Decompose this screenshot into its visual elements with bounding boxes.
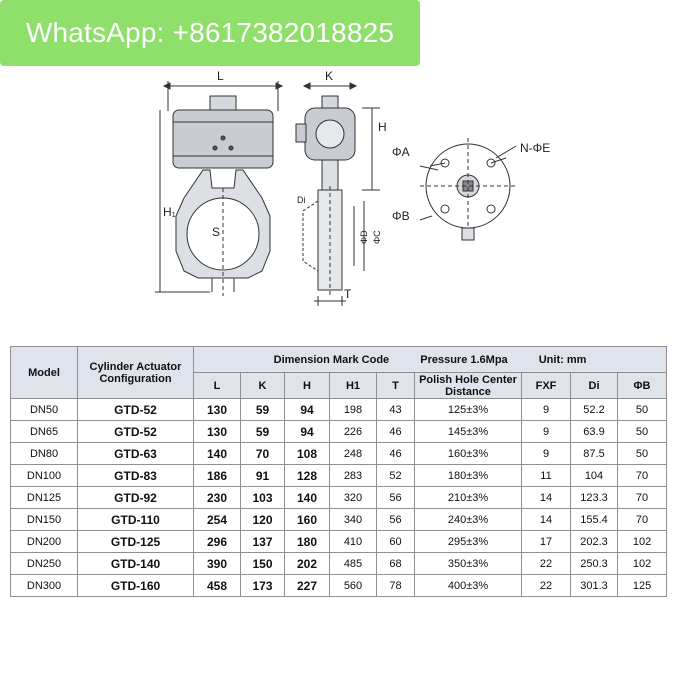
- cell-L: 140: [194, 443, 241, 465]
- cell-H: 128: [285, 465, 330, 487]
- cell-L: 186: [194, 465, 241, 487]
- header-dimension-group: [194, 347, 667, 373]
- cell-H: 202: [285, 553, 330, 575]
- cell-phiB: 102: [618, 553, 667, 575]
- cell-T: 56: [377, 487, 415, 509]
- cell-FXF: 22: [522, 553, 571, 575]
- cell-Di: 301.3: [571, 575, 618, 597]
- cell-phiB: 50: [618, 443, 667, 465]
- cell-model: DN300: [11, 575, 78, 597]
- cell-model: DN65: [11, 421, 78, 443]
- cell-H1: 340: [330, 509, 377, 531]
- cell-K: 59: [241, 421, 285, 443]
- cell-actuator: GTD-63: [78, 443, 194, 465]
- cell-H1: 485: [330, 553, 377, 575]
- cell-distance: 350±3%: [415, 553, 522, 575]
- cell-T: 68: [377, 553, 415, 575]
- table-row: [11, 399, 667, 421]
- cell-K: 70: [241, 443, 285, 465]
- header-dimension-code: Dimension Mark Code: [273, 353, 390, 366]
- dim-label-K: K: [325, 69, 334, 83]
- dim-label-NphiE: N-ΦE: [520, 141, 551, 155]
- table-row: [11, 465, 667, 487]
- cell-H: 108: [285, 443, 330, 465]
- cell-L: 458: [194, 575, 241, 597]
- table-row: [11, 443, 667, 465]
- valve-diagram-svg: [0, 66, 679, 336]
- table-row: [11, 575, 667, 597]
- cell-H: 180: [285, 531, 330, 553]
- cell-L: 130: [194, 421, 241, 443]
- cell-FXF: 14: [522, 487, 571, 509]
- cell-K: 150: [241, 553, 285, 575]
- header-col-H: H: [285, 373, 330, 399]
- dim-label-H: H: [378, 120, 387, 134]
- dim-label-phiC: ΦC: [372, 230, 382, 244]
- cell-H: 140: [285, 487, 330, 509]
- cell-model: DN80: [11, 443, 78, 465]
- header-col-K: K: [241, 373, 285, 399]
- cell-K: 59: [241, 399, 285, 421]
- cell-H1: 198: [330, 399, 377, 421]
- cell-model: DN125: [11, 487, 78, 509]
- cell-phiB: 125: [618, 575, 667, 597]
- cell-K: 137: [241, 531, 285, 553]
- table-row: [11, 421, 667, 443]
- cell-T: 78: [377, 575, 415, 597]
- whatsapp-contact-text: WhatsApp: +8617382018825: [25, 17, 395, 48]
- cell-phiB: 102: [618, 531, 667, 553]
- dim-label-Di: Di: [297, 195, 306, 205]
- front-view: [155, 81, 282, 296]
- dim-label-S: S: [212, 225, 221, 239]
- cell-K: 173: [241, 575, 285, 597]
- header-col-T: T: [377, 373, 415, 399]
- cell-T: 46: [377, 421, 415, 443]
- cell-actuator: GTD-52: [78, 421, 194, 443]
- cell-FXF: 14: [522, 509, 571, 531]
- cell-distance: 125±3%: [415, 399, 522, 421]
- table-row: [11, 553, 667, 575]
- cell-H1: 283: [330, 465, 377, 487]
- cell-distance: 240±3%: [415, 509, 522, 531]
- cell-L: 230: [194, 487, 241, 509]
- cell-phiB: 50: [618, 421, 667, 443]
- cell-T: 43: [377, 399, 415, 421]
- cell-FXF: 11: [522, 465, 571, 487]
- cell-Di: 104: [571, 465, 618, 487]
- cell-H1: 560: [330, 575, 377, 597]
- cell-distance: 180±3%: [415, 465, 522, 487]
- cell-T: 52: [377, 465, 415, 487]
- cell-model: DN200: [11, 531, 78, 553]
- header-col-phiB: ΦB: [618, 373, 667, 399]
- cell-H1: 320: [330, 487, 377, 509]
- cell-T: 60: [377, 531, 415, 553]
- cell-Di: 155.4: [571, 509, 618, 531]
- header-col-H1: H1: [330, 373, 377, 399]
- cell-T: 46: [377, 443, 415, 465]
- cell-distance: 145±3%: [415, 421, 522, 443]
- header-col-FXF: FXF: [522, 373, 571, 399]
- cell-model: DN50: [11, 399, 78, 421]
- cell-actuator: GTD-110: [78, 509, 194, 531]
- header-pressure: Pressure 1.6Mpa: [420, 353, 508, 366]
- table-row: [11, 487, 667, 509]
- whatsapp-banner: [0, 0, 420, 66]
- cell-L: 254: [194, 509, 241, 531]
- cell-model: DN100: [11, 465, 78, 487]
- table-row: [11, 509, 667, 531]
- cell-actuator: GTD-92: [78, 487, 194, 509]
- cell-K: 91: [241, 465, 285, 487]
- specification-table: [10, 346, 667, 597]
- cell-H: 94: [285, 421, 330, 443]
- dim-label-phiB: ΦB: [392, 209, 410, 223]
- cell-H: 94: [285, 399, 330, 421]
- cell-FXF: 9: [522, 399, 571, 421]
- header-actuator: Cylinder Actuator Configuration: [78, 347, 194, 399]
- cell-distance: 295±3%: [415, 531, 522, 553]
- cell-actuator: GTD-140: [78, 553, 194, 575]
- cell-H1: 226: [330, 421, 377, 443]
- cell-distance: 210±3%: [415, 487, 522, 509]
- dim-label-L: L: [217, 69, 224, 83]
- table-row: [11, 531, 667, 553]
- cell-Di: 87.5: [571, 443, 618, 465]
- cell-model: DN150: [11, 509, 78, 531]
- dim-label-T: T: [344, 287, 352, 301]
- cell-phiB: 50: [618, 399, 667, 421]
- cell-phiB: 70: [618, 509, 667, 531]
- cell-Di: 52.2: [571, 399, 618, 421]
- side-view: [296, 83, 380, 306]
- dim-label-phiA: ΦA: [392, 145, 410, 159]
- dim-label-phiD: ΦD: [359, 230, 369, 244]
- cell-L: 296: [194, 531, 241, 553]
- cell-T: 56: [377, 509, 415, 531]
- cell-FXF: 9: [522, 421, 571, 443]
- cell-actuator: GTD-125: [78, 531, 194, 553]
- table-body: [11, 399, 667, 597]
- cell-H: 160: [285, 509, 330, 531]
- cell-K: 103: [241, 487, 285, 509]
- cell-L: 130: [194, 399, 241, 421]
- header-col-Di: Di: [571, 373, 618, 399]
- cell-H1: 410: [330, 531, 377, 553]
- dim-label-H1: H₁: [163, 205, 176, 219]
- cell-H1: 248: [330, 443, 377, 465]
- cell-FXF: 9: [522, 443, 571, 465]
- cell-phiB: 70: [618, 487, 667, 509]
- cell-FXF: 22: [522, 575, 571, 597]
- cell-L: 390: [194, 553, 241, 575]
- flange-top-view: [420, 138, 516, 240]
- cell-distance: 400±3%: [415, 575, 522, 597]
- cell-distance: 160±3%: [415, 443, 522, 465]
- cell-Di: 202.3: [571, 531, 618, 553]
- cell-FXF: 17: [522, 531, 571, 553]
- header-col-distance: Polish Hole Center Distance: [415, 373, 522, 399]
- cell-Di: 123.3: [571, 487, 618, 509]
- cell-actuator: GTD-52: [78, 399, 194, 421]
- cell-actuator: GTD-83: [78, 465, 194, 487]
- valve-technical-drawing: [0, 66, 679, 336]
- header-unit: Unit: mm: [538, 353, 587, 366]
- cell-K: 120: [241, 509, 285, 531]
- header-model: Model: [11, 347, 78, 399]
- cell-model: DN250: [11, 553, 78, 575]
- cell-H: 227: [285, 575, 330, 597]
- cell-phiB: 70: [618, 465, 667, 487]
- cell-Di: 250.3: [571, 553, 618, 575]
- cell-actuator: GTD-160: [78, 575, 194, 597]
- header-col-L: L: [194, 373, 241, 399]
- cell-Di: 63.9: [571, 421, 618, 443]
